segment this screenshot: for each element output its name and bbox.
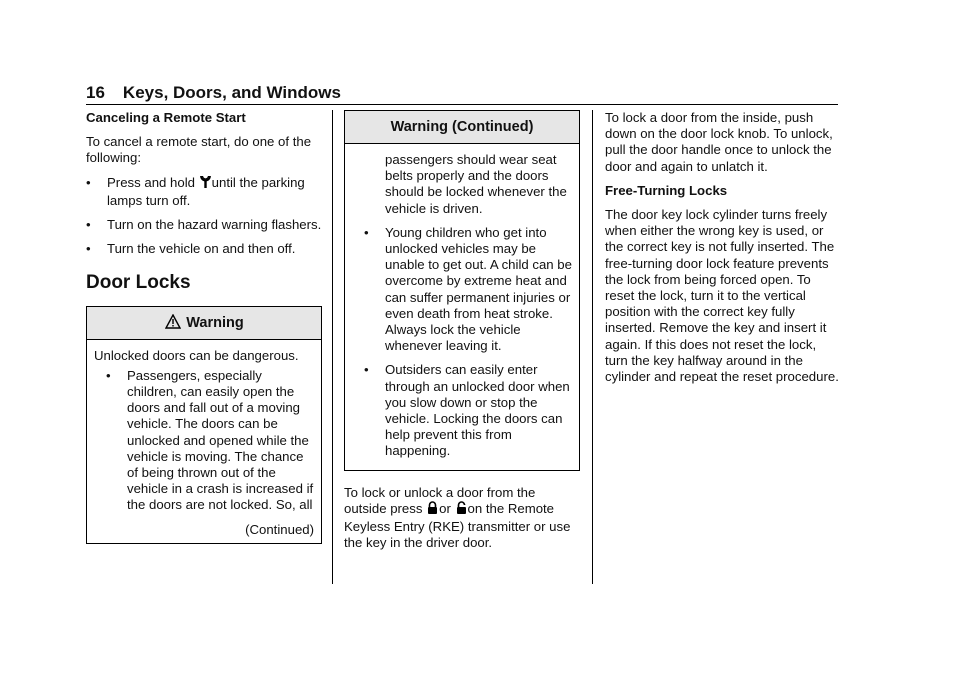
list-item: • Press and hold until the parking lamps turn off. — [86, 174, 305, 208]
warning-header: Warning (Continued) — [345, 111, 579, 144]
warning-body — [345, 144, 579, 470]
warning-triangle-icon — [165, 309, 181, 341]
rke-paragraph: To lock or unlock a door from the outside press or on the Remote Keyless Entry (RKE) transmitter or use the key in the driver door. — [344, 484, 571, 551]
section-title: Keys, Doors, and Windows — [122, 83, 341, 102]
warning-box — [86, 306, 322, 544]
list-item: • Outsiders can easily enter through an unlocked door when you slow down or stop the vehicle. Locking the doors can help prevent this from happening. — [364, 362, 570, 459]
list-item: • Turn the vehicle on and then off. — [86, 241, 296, 257]
remote-start-icon — [200, 175, 211, 193]
cancel-intro: To cancel a remote start, do one of the following: — [86, 134, 312, 166]
warning-text: Unlocked doors can be dangerous. — [94, 347, 299, 363]
warning-header — [87, 307, 321, 340]
warning-box-continued — [344, 110, 580, 471]
column-left — [86, 110, 322, 544]
column-divider-right — [592, 110, 593, 584]
lock-icon — [427, 501, 438, 519]
free-turning-paragraph: The door key lock cylinder turns freely when either the wrong key is used, or the correct key is not fully inserted. The free-turning door lock feature prevents the lock from being forced open. To reset the lock, turn it to the vertical position with the correct key fully inserted. Remove the key and insert it again. If this does not reset the lock, turn the key halfway around in the cylinder and repeat the reset procedure. — [605, 207, 839, 385]
sub-heading-cancel-remote-start: Canceling a Remote Start — [86, 110, 246, 125]
column-middle — [344, 110, 580, 559]
list-item: passengers should wear seat belts properly and the doors should be locked whenever the vehicle is driven. — [385, 152, 567, 216]
list-item: • Turn on the hazard warning flashers. — [86, 217, 322, 233]
page-number: 16 — [86, 83, 105, 102]
column-divider-left — [332, 110, 333, 584]
list-item: • Passengers, especially children, can easily open the doors and fall out of a moving vehicle. The doors can be unlocked and opened while the vehicle is moving. The chance of being thrown out of the vehicle in a crash is increased if the doors are not locked. So, all — [106, 367, 314, 513]
column-right — [605, 110, 841, 393]
continued-label: (Continued) — [245, 521, 314, 537]
bullet: • — [86, 174, 91, 190]
list-item: • Young children who get into unlocked vehicles may be unable to get out. A child can be overcome by extreme heat and can suffer permanent injuries or even death from heat stroke. Always lock the vehicle whenever leaving it. — [364, 224, 572, 354]
unlock-icon — [456, 501, 467, 519]
inside-lock-paragraph: To lock a door from the inside, push down on the door lock knob. To unlock, pull the door handle once to unlock the door and again to unlatch it. — [605, 110, 833, 174]
warning-body — [87, 340, 321, 543]
sub-heading-free-turning-locks: Free-Turning Locks — [605, 182, 728, 198]
header-rule — [86, 104, 838, 105]
section-heading-door-locks: Door Locks — [86, 272, 191, 294]
page-header — [86, 83, 838, 103]
warning-title: Warning — [186, 314, 244, 331]
